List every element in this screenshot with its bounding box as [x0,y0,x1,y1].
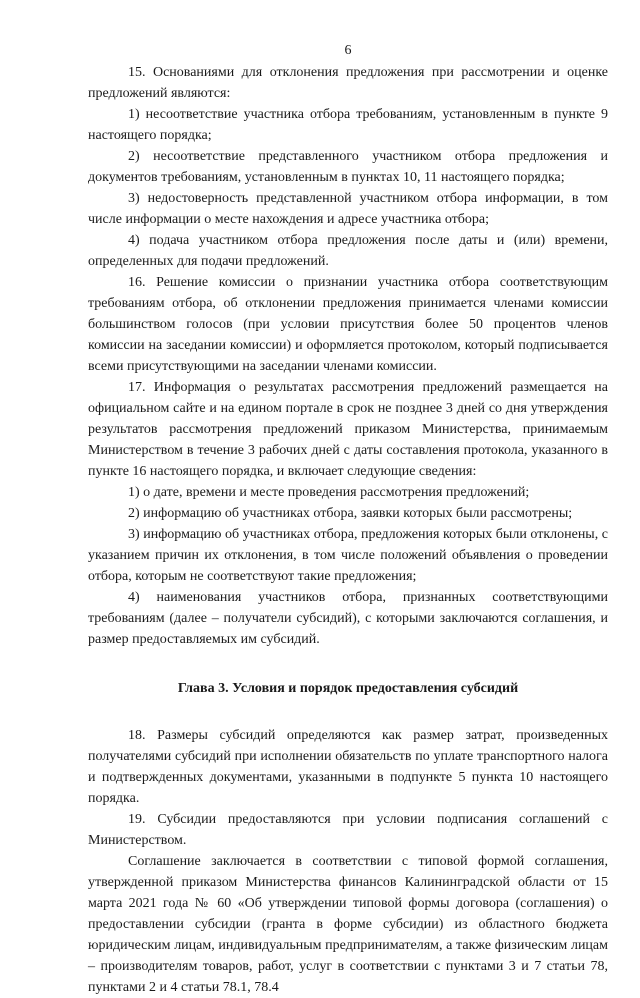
paragraph-15: 15. Основаниями для отклонения предложения при рассмотрении и оценке предложений являются: [88,65,608,101]
page-number: 6 [344,43,352,58]
paragraph-17-item-4: 4) наименования участников отбора, признанных соответствующими требованиям (далее – получатели субсидий), с которыми заключаются соглашения, и размер предоставляемых им субсидий. [88,590,608,647]
paragraph-17: 17. Информация о результатах рассмотрения предложений размещается на официальном сайте и на едином портале в срок не позднее 3 дней со дня утверждения результатов рассмотрения предложений приказом Министерства, принимаемым Министерством в течение 3 рабочих дней с даты составления протокола, указанного в пункте 16 настоящего порядка, и включает следующие сведения: [88,380,608,479]
paragraph-15-item-2: 2) несоответствие представленного участником отбора предложения и документов требованиям, установленным в пунктах 10, 11 настоящего порядка; [88,149,608,185]
document-page [88,0,608,995]
chapter-heading: Глава 3. Условия и порядок предоставления субсидий [177,681,519,696]
paragraph-17-item-1: 1) о дате, времени и месте проведения рассмотрения предложений; [128,485,530,500]
paragraph-16: 16. Решение комиссии о признании участника отбора соответствующим требованиям отбора, об отклонении предложения принимается членами комиссии большинством голосов (при условии присутствия более 50 процентов членов комиссии на заседании комиссии) и оформляется протоколом, который подписывается всеми присутствующими на заседании членами комиссии. [88,275,608,374]
paragraph-18: 18. Размеры субсидий определяются как размер затрат, произведенных получателями субсидий при исполнении обязательств по уплате транспортного налога и подтвержденных документами, указанными в подпункте 5 пункта 10 настоящего порядка. [88,728,608,806]
paragraph-17-item-2: 2) информацию об участниках отбора, заявки которых были рассмотрены; [128,506,573,521]
document-body [88,62,608,998]
paragraph-15-item-3: 3) недостоверность представленной участником отбора информации, в том числе информации о месте нахождения и адресе участника отбора; [88,191,608,227]
paragraph-17-item-3: 3) информацию об участниках отбора, предложения которых были отклонены, с указанием причин их отклонения, в том числе положений объявления о проведении отбора, которым не соответствуют такие предложения; [88,527,608,584]
paragraph-15-item-1: 1) несоответствие участника отбора требованиям, установленным в пункте 9 настоящего порядка; [88,107,608,143]
paragraph-19: 19. Субсидии предоставляются при условии подписания соглашений с Министерством. [88,812,608,848]
paragraph-15-item-4: 4) подача участником отбора предложения после даты и (или) времени, определенных для подачи предложений. [88,233,608,269]
paragraph-agreement: Соглашение заключается в соответствии с типовой формой соглашения, утвержденной приказом Министерства финансов Калининградской области от 15 марта 2021 года № 60 «Об утверждении типовой формы договора (соглашения) о предоставлении субсидии (гранта в форме субсидии) из областного бюджета юридическим лицам, индивидуальным предпринимателям, а также физическим лицам – производителям товаров, работ, услуг в соответствии с пунктами 3 и 7 статьи 78, пунктами 2 и 4 статьи 78.1, 78.4 [88,854,608,995]
